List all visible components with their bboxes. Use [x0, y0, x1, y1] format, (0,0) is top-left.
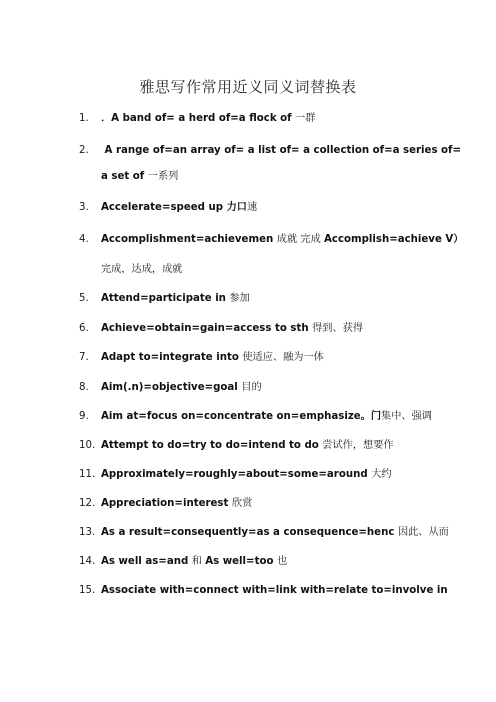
- item-number: 6.: [79, 323, 89, 334]
- list-item: [79, 381, 262, 395]
- item-chinese: 一系列: [147, 171, 179, 182]
- item-chinese: 集中、强调: [381, 411, 432, 422]
- item-english: As well as=and: [101, 556, 192, 567]
- item-chinese: 速: [246, 202, 258, 213]
- item-number: 3.: [79, 202, 89, 213]
- list-item: [79, 201, 257, 215]
- item-number: 9.: [79, 411, 89, 422]
- list-item: [79, 112, 316, 126]
- item-chinese: 尝试作，想要作: [322, 440, 394, 451]
- item-english: Associate with=connect with=link with=relate to=involve in: [101, 585, 448, 596]
- item-english: Aim(.n)=objective=goal: [101, 382, 242, 393]
- item-chinese-secondary: 也: [277, 556, 288, 567]
- list-item: [79, 322, 363, 336]
- item-chinese: 和: [191, 556, 206, 567]
- item-english: Adapt to=integrate into: [101, 352, 243, 363]
- item-number: 12.: [79, 498, 96, 509]
- item-english: Accelerate=speed up 力口: [101, 202, 247, 213]
- item-chinese: 一群: [295, 113, 316, 124]
- list-item: [79, 526, 449, 540]
- item-chinese: 完成，达成，成就: [101, 264, 183, 275]
- item-chinese: 欣赏: [231, 498, 253, 509]
- list-item: [79, 497, 252, 511]
- item-english: ．A band of= a herd of=a flock of: [101, 113, 296, 124]
- list-item: [79, 410, 432, 424]
- item-chinese: 成就 完成: [276, 234, 325, 245]
- item-english: Attempt to do=try to do=intend to do: [101, 440, 323, 451]
- item-chinese: 得到、获得: [312, 323, 364, 334]
- item-english: Achieve=obtain=gain=access to sth: [101, 323, 313, 334]
- list-item: [79, 555, 287, 569]
- item-chinese: 参加: [229, 293, 250, 304]
- list-item: [79, 439, 394, 453]
- item-english: Attend=participate in: [101, 293, 230, 304]
- item-number: 13.: [79, 527, 96, 538]
- item-english: Accomplishment=achievemen: [101, 234, 277, 245]
- item-number: 1.: [79, 113, 89, 124]
- item-english: As a result=consequently=as a consequence=henc: [101, 527, 398, 538]
- item-number: 14.: [79, 556, 96, 567]
- list-item: [79, 144, 461, 158]
- page-title: 雅思写作常用近义同义词替换表: [139, 78, 357, 96]
- item-number: 4.: [79, 234, 89, 245]
- item-english-secondary: Accomplish=achieve V）: [324, 234, 464, 245]
- item-number: 15.: [79, 585, 96, 596]
- item-english: Aim at=focus on=concentrate on=emphasize。门: [101, 411, 382, 422]
- item-number: 2.: [79, 145, 89, 156]
- list-item: [79, 584, 448, 598]
- item-english: a set of: [101, 171, 148, 182]
- item-chinese: 大约: [371, 469, 392, 480]
- item-english: Approximately=roughly=about=some=around: [101, 469, 372, 480]
- item-english-secondary: As well=too: [205, 556, 277, 567]
- item-chinese: 使适应、融为一体: [242, 352, 324, 363]
- item-number: 7.: [79, 352, 89, 363]
- list-item: [79, 292, 250, 306]
- item-english: A range of=an array of= a list of= a collection of=a series of=: [101, 145, 462, 156]
- list-item: [79, 233, 463, 247]
- item-english: Appreciation=interest: [101, 498, 232, 509]
- item-number: 10.: [79, 440, 96, 451]
- item-number: 8.: [79, 382, 89, 393]
- list-item: [79, 351, 324, 365]
- list-item: [79, 468, 392, 482]
- list-item-continuation: [101, 263, 183, 277]
- item-number: 11.: [79, 469, 96, 480]
- list-item-continuation: [101, 170, 178, 184]
- item-chinese: 因此、从而: [397, 527, 449, 538]
- item-chinese: 目的: [241, 382, 262, 393]
- item-number: 5.: [79, 293, 89, 304]
